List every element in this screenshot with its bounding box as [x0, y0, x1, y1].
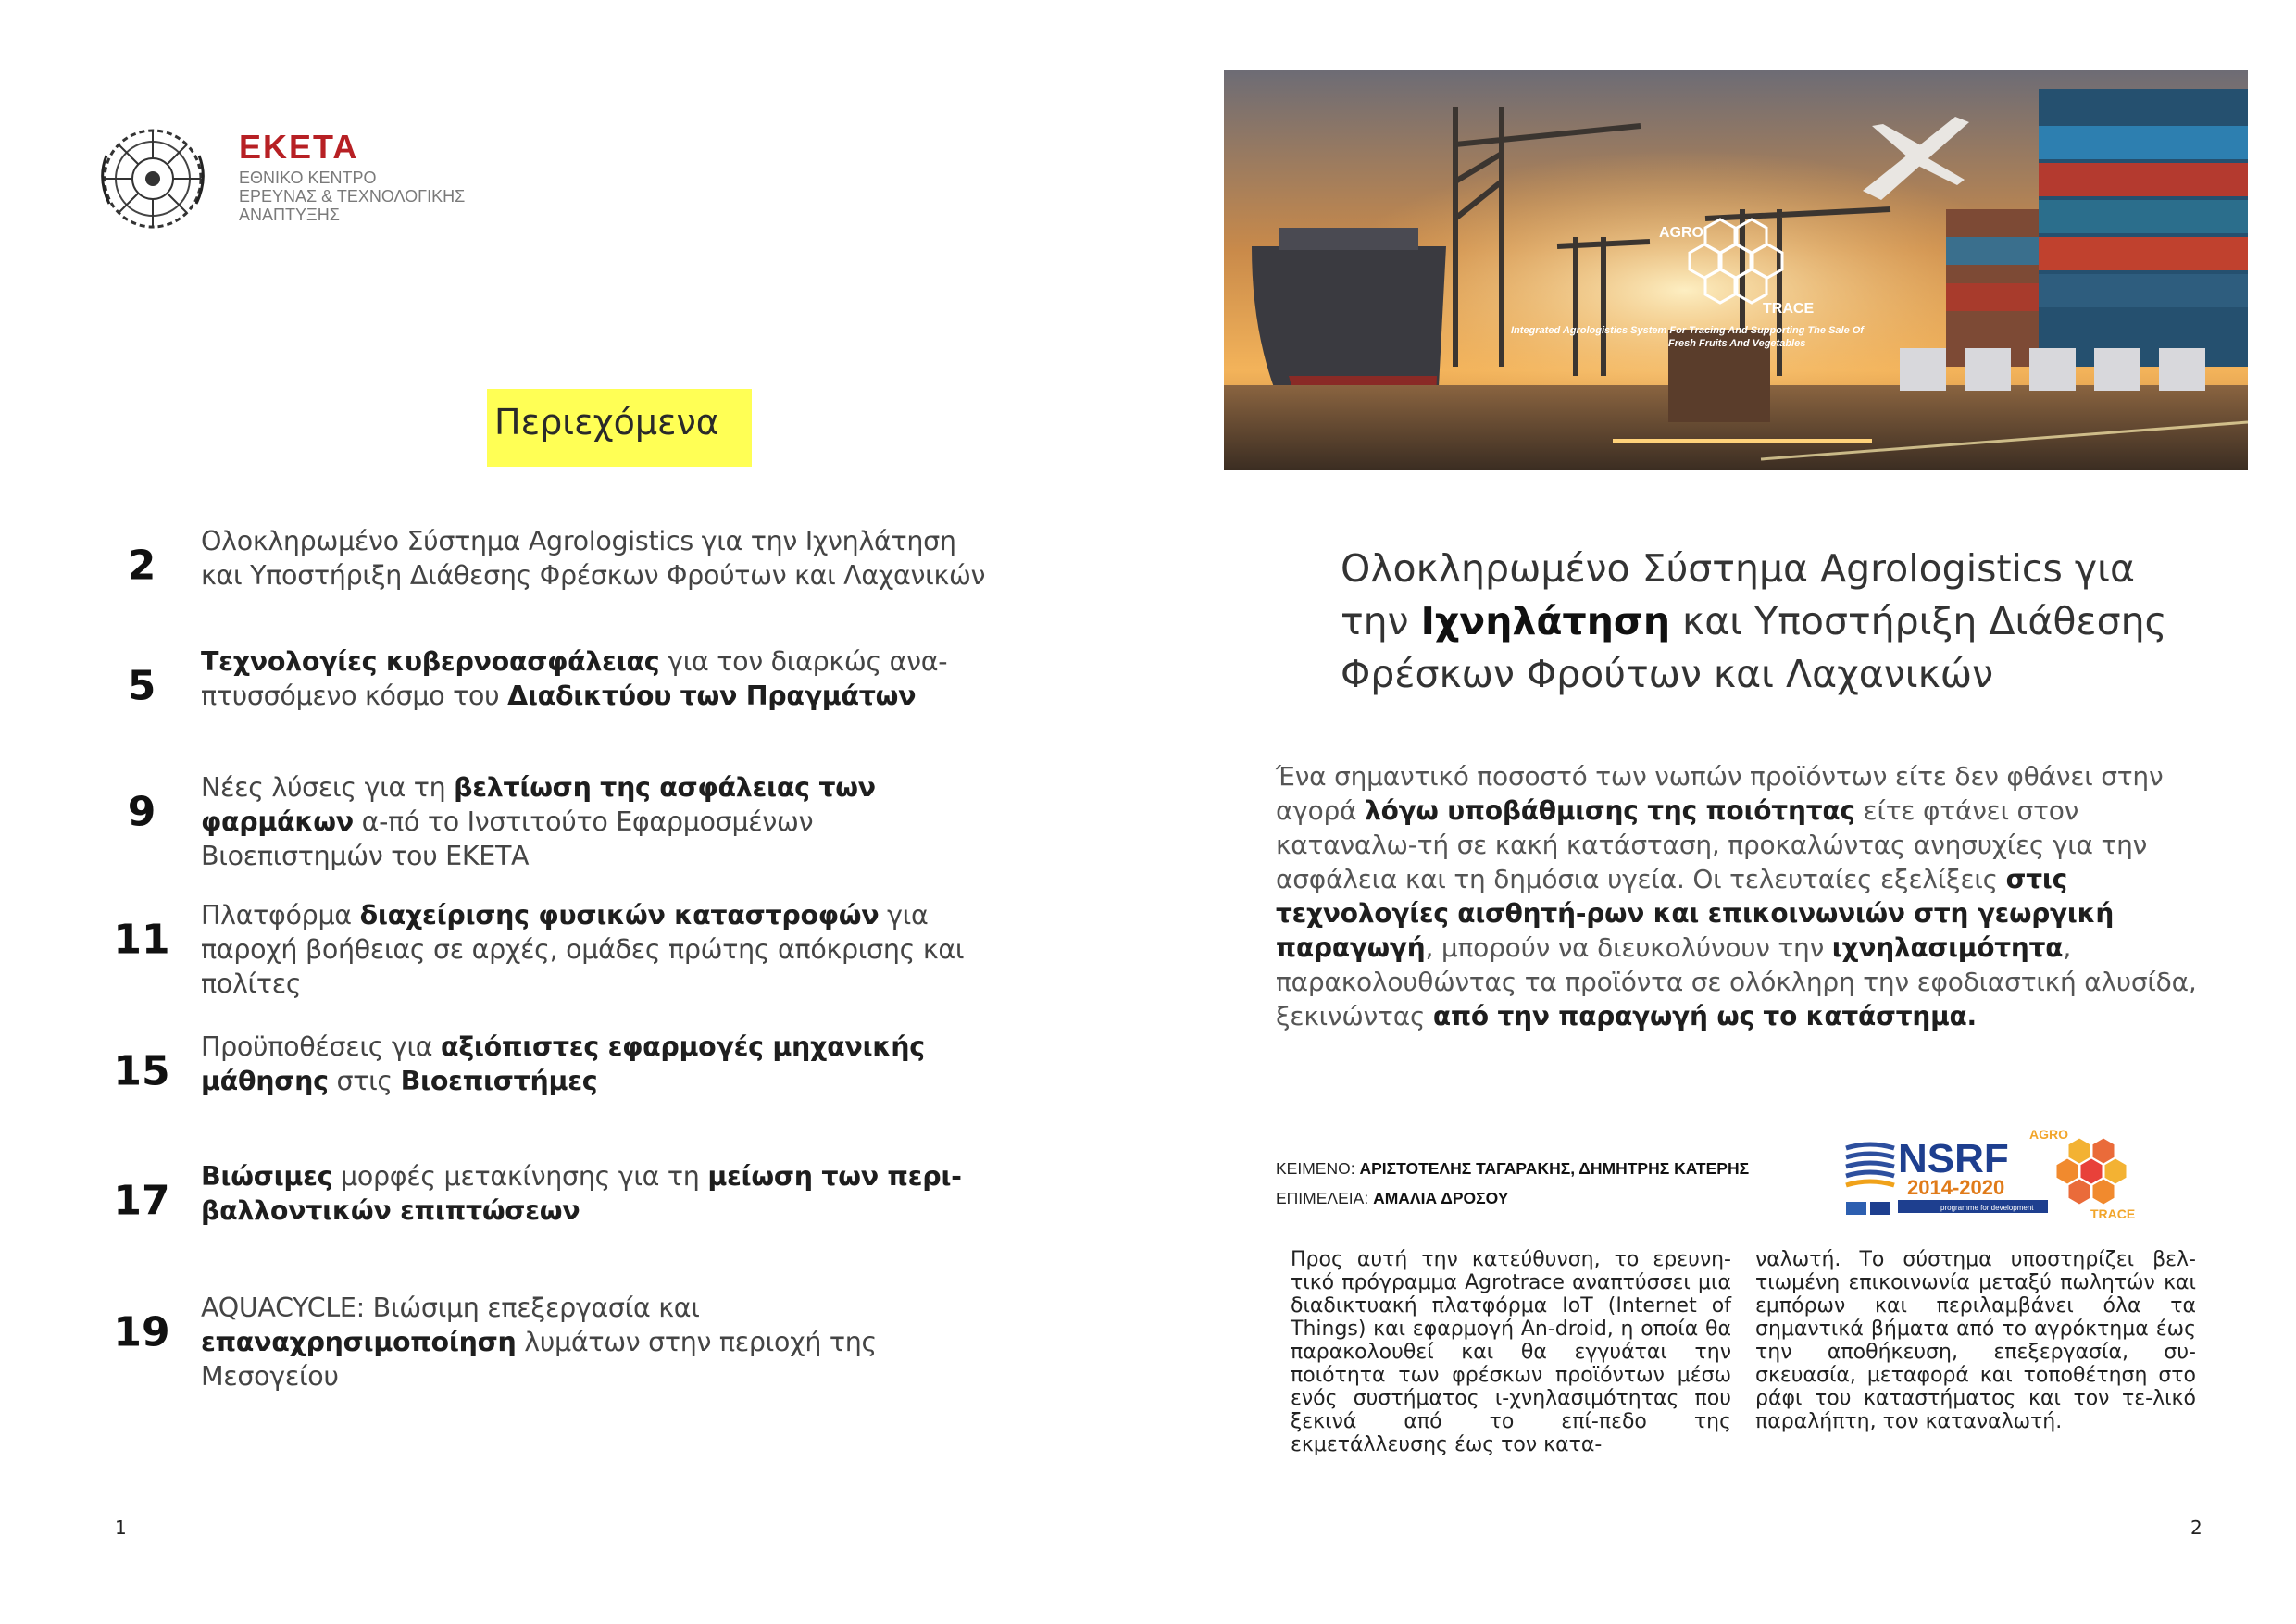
toc-page-number: 2	[127, 542, 156, 590]
toc-page-number: 19	[113, 1308, 170, 1356]
agrotrace-logo-top: AGRO	[2029, 1127, 2068, 1142]
toc-title: Περιεχόμενα	[494, 402, 719, 443]
agrotrace-hexagon-icon	[2028, 1126, 2135, 1222]
page-number-left: 1	[115, 1517, 127, 1539]
toc-item-text: Προϋποθέσεις για αξιόπιστες εφαρμογές μηχανικής μάθησης στις Βιοεπιστήμες	[201, 1031, 925, 1096]
toc-item-text: Ολοκληρωμένο Σύστημα Agrologistics για την Ιχνηλάτηση και Υποστήριξη Διάθεσης Φρέσκων Φρούτων και Λαχανικών	[201, 526, 986, 591]
toc-item-3[interactable]	[93, 770, 1000, 871]
nsrf-title: NSRF	[1898, 1136, 2009, 1181]
hero-trace-label: TRACE	[1763, 301, 1815, 317]
agrotrace-logo-bottom: TRACE	[2090, 1206, 2135, 1221]
toc-page-number: 15	[113, 1047, 170, 1095]
hero-caption-line-1: Integrated Agrologistics System For Tracing And Supporting The Sale Of	[1511, 325, 1864, 336]
toc-item-text: Τεχνολογίες κυβερνοασφάλειας για τον διαρκώς ανα-πτυσσόμενο κόσμο του Διαδικτύου των Πραγμάτων	[201, 646, 948, 711]
toc-page-number: 11	[113, 916, 170, 964]
credits-text-value: ΑΡΙΣΤΟΤΕΛΗΣ ΤΑΓΑΡΑΚΗΣ, ΔΗΜΗΤΡΗΣ ΚΑΤΕΡΗΣ	[1359, 1159, 1750, 1178]
credits	[1276, 1154, 1749, 1213]
credits-text-label: ΚΕΙΜΕΝΟ:	[1276, 1159, 1355, 1178]
agrotrace-logo	[2028, 1126, 2135, 1222]
page-number-right: 2	[2190, 1517, 2202, 1539]
nsrf-logo	[1842, 1135, 2052, 1218]
toc-title-box	[487, 389, 752, 467]
nsrf-years: 2014-2020	[1907, 1176, 2005, 1199]
toc-item-text: Βιώσιμες μορφές μετακίνησης για τη μείωση των περι-βαλλοντικών επιπτώσεων	[201, 1161, 962, 1226]
credits-edit-line	[1276, 1183, 1749, 1213]
toc-item-text: Νέες λύσεις για τη βελτίωση της ασφάλειας των φαρμάκων α-πό το Ινστιτούτο Εφαρμοσμένων Βιοεπιστημών του ΕΚΕΤΑ	[201, 772, 876, 871]
body-column-2: ναλωτή. Το σύστημα υποστηρίζει βελ-τιωμένη επικοινωνία μεταξύ πωλητών και εμπόρων και περιλαμβάνει όλα τα σημαντικά βήματα από το αγρόκτημα έως την αποθήκευση, επεξεργασία, συ-σκευασία, μεταφορά και τοποθέτηση στο ράφι του καταστήματος και τον τε-λικό παραλήπτη, τον καταναλωτή.	[1755, 1248, 2196, 1433]
nsrf-tagline: programme for development	[1940, 1204, 2034, 1212]
toc-page-number: 5	[127, 662, 156, 710]
credits-edit-value: ΑΜΑΛΙΑ ΔΡΟΣΟΥ	[1373, 1189, 1509, 1207]
toc-page-number: 9	[127, 788, 156, 836]
logo-line-1: ΕΘΝΙΚΟ ΚΕΝΤΡΟ	[239, 169, 377, 187]
toc-item-6[interactable]	[93, 1159, 1000, 1243]
toc-item-7[interactable]	[93, 1291, 1000, 1392]
hero-image	[1224, 70, 2248, 470]
article-lead: Ένα σημαντικό ποσοστό των νωπών προϊόντων είτε δεν φθάνει στην αγορά λόγω υποβάθμισης της ποιότητας είτε φτάνει στον καταναλω-τή σε κακή κατάσταση, προκαλώντας ανησυχίες για την ασφάλεια και τη δημόσια υγεία. Οι τελευταίες εξελίξεις στις τεχνολογίες αισθητή-ρων και επικοινωνιών στη γεωργική παραγωγή, μπορούν να διευκολύνουν την ιχνηλασιμότητα, παρακολουθώντας τα προϊόντα σε ολόκληρη την εφοδιαστική αλυσίδα, ξεκινώντας από την παραγωγή ως το κατάστημα.	[1276, 761, 2197, 1031]
hero-caption-line-2: Fresh Fruits And Vegetables	[1668, 338, 1806, 349]
logo-name: ΕΚΕΤΑ	[239, 128, 359, 166]
toc-item-2[interactable]	[93, 644, 1000, 728]
logo-line-3: ΑΝΑΠΤΥΞΗΣ	[239, 206, 340, 224]
article-title: Ολοκληρωμένο Σύστημα Agrologistics για την Ιχνηλάτηση και Υποστήριξη Διάθεσης Φρέσκων Φρούτων και Λαχανικών	[1341, 546, 2167, 696]
toc-item-4[interactable]	[93, 898, 1000, 999]
nsrf-emblem-icon	[1842, 1135, 2052, 1218]
credits-edit-label: ΕΠΙΜΕΛΕΙΑ:	[1276, 1189, 1369, 1207]
toc-item-1[interactable]	[93, 524, 1000, 607]
toc-item-text: AQUACYCLE: Βιώσιμη επεξεργασία και επαναχρησιμοποίηση λυμάτων στην περιοχή της Μεσογείου	[201, 1293, 877, 1392]
logo-line-2: ΕΡΕΥΝΑΣ & ΤΕΧΝΟΛΟΓΙΚΗΣ	[239, 187, 466, 206]
logistics-scene-illustration	[1224, 70, 2248, 470]
hero-agro-label: AGRO	[1659, 225, 1703, 241]
toc-item-text: Πλατφόρμα διαχείρισης φυσικών καταστροφών για παροχή βοήθειας σε αρχές, ομάδες πρώτης απόκρισης και πολίτες	[201, 900, 965, 999]
eketa-emblem-icon	[93, 119, 213, 239]
credits-text-line	[1276, 1154, 1749, 1183]
body-column-1: Προς αυτή την κατεύθυνση, το ερευνη-τικό πρόγραμμα Agrotrace αναπτύσσει μια διαδικτυακή πλατφόρμα IoT (Internet of Things) και εφαρμογή An-droid, η οποία θα παρακολουθεί και θα εγγυάται την ποιότητα των φρέσκων προϊόντων μέσω ενός συστήματος ι-χνηλασιμότητας που ξεκινά από το επί-πεδο της εκμετάλλευσης έως τον κατα-	[1291, 1248, 1731, 1456]
toc-page-number: 17	[113, 1177, 170, 1225]
toc-item-5[interactable]	[93, 1030, 1000, 1113]
eketa-logo	[93, 119, 500, 239]
